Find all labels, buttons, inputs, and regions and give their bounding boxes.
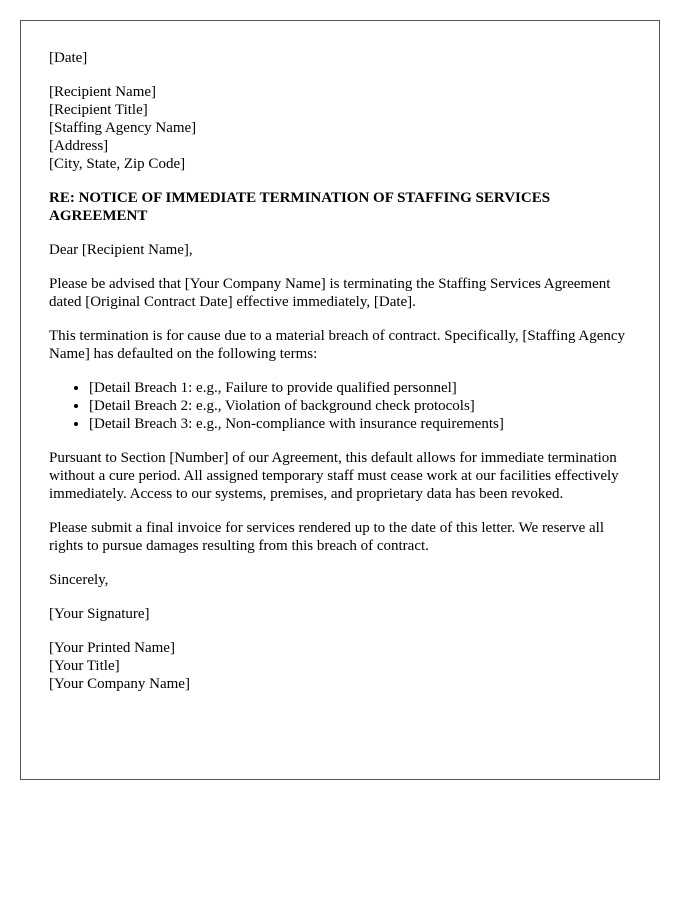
sender-block [49,639,631,693]
closing: Sincerely, [49,572,109,588]
body-paragraph-2: This termination is for cause due to a material breach of contract. Specifically, [Staffing Agency Name] has defaulted on the following terms: [49,328,626,362]
sender-title: [Your Title] [49,658,120,674]
recipient-city-state-zip: [City, State, Zip Code] [49,156,186,172]
recipient-title: [Recipient Title] [49,102,148,118]
breach-item: • [Detail Breach 3: e.g., Non-compliance with insurance requirements] [89,415,631,433]
breach-item: • [Detail Breach 1: e.g., Failure to provide qualified personnel] [89,379,631,397]
recipient-name: [Recipient Name] [49,84,157,100]
salutation: Dear [Recipient Name], [49,242,193,258]
sender-printed-name: [Your Printed Name] [49,640,175,656]
letter-page [20,20,660,780]
breach-list [49,379,631,433]
recipient-agency: [Staffing Agency Name] [49,120,197,136]
signature-placeholder: [Your Signature] [49,606,150,622]
subject-line: RE: NOTICE OF IMMEDIATE TERMINATION OF STAFFING SERVICES AGREEMENT [49,190,551,224]
recipient-address-block [49,83,631,173]
letter-date: [Date] [49,50,88,66]
breach-item: • [Detail Breach 2: e.g., Violation of background check protocols] [89,397,631,415]
sender-company: [Your Company Name] [49,676,190,692]
body-paragraph-4: Please submit a final invoice for services rendered up to the date of this letter. We reserve all rights to pursue damages resulting from this breach of contract. [49,520,604,554]
body-paragraph-3: Pursuant to Section [Number] of our Agreement, this default allows for immediate termination without a cure period. All assigned temporary staff must cease work at our facilities effectively immediately. Access to our systems, premises, and proprietary data has been revoked. [49,450,619,502]
body-paragraph-1: Please be advised that [Your Company Name] is terminating the Staffing Services Agreement dated [Original Contract Date] effective immediately, [Date]. [49,276,611,310]
recipient-address: [Address] [49,138,109,154]
letter-date-block [49,49,631,67]
